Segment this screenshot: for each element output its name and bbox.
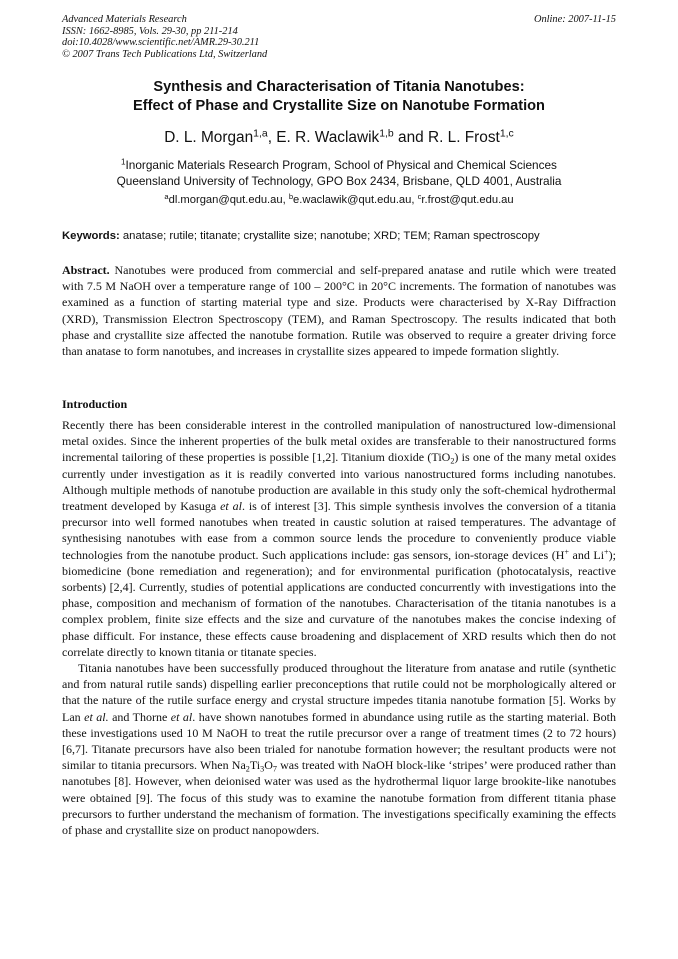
paper-title (62, 78, 616, 116)
italic-run: et al. (84, 709, 109, 724)
italic-run: et al (220, 499, 242, 514)
email-list (62, 193, 616, 208)
text-run: Recently there has been considerable interest in the controlled manipulation of nanostructured low-dimensional metal oxides. Since the inherent properties of the bulk metal oxides are transferable to their nanostructured forms incremental tailoring of these properties is possible [1,2]. Titanium dioxide (TiO (62, 418, 616, 465)
author-name: R. L. Frost (427, 129, 500, 146)
keywords-label: Keywords: (62, 230, 120, 242)
paragraph (62, 660, 616, 838)
email-address[interactable]: e.waclawik@qut.edu.au (293, 194, 412, 206)
affil-line-1: Inorganic Materials Research Program, School of Physical and Chemical Sciences (125, 158, 557, 172)
journal-header (62, 14, 616, 60)
superscript: + (604, 547, 609, 557)
subscript: 7 (272, 764, 277, 774)
subscript: 2 (450, 456, 455, 466)
paragraph (62, 417, 616, 660)
text-run: Titania nanotubes have been successfully produced throughout the literature from anatase and rutile (synthetic and from natural rutile sands) dispelling earlier preconceptions that rutile could not be morphologically altered or that the nature of the rutile surface energy and crystal structure impedes titania nanotube formation [5]. Works by Lan (62, 661, 616, 724)
online-date: Online: 2007-11-15 (533, 14, 616, 25)
subscript: 3 (260, 764, 265, 774)
section-heading: Introduction (62, 397, 128, 411)
text-run: and Thorne (108, 709, 171, 724)
keywords (62, 229, 616, 244)
keywords-text: anatase; rutile; titanate; crystallite size; nanotube; XRD; TEM; Raman spectroscopy (119, 230, 540, 242)
author-sep: and (393, 129, 428, 146)
journal-name: Advanced Materials Research (62, 14, 187, 25)
text-run: O (264, 758, 273, 773)
author-name: E. R. Waclawik (276, 129, 380, 146)
author-name: D. L. Morgan (164, 129, 254, 146)
doi-line: doi:10.4028/www.scientific.net/AMR.29-30.211 (62, 37, 260, 49)
text-run: Ti (249, 758, 261, 773)
email-sup: b (288, 191, 294, 201)
subscript: 2 (245, 764, 250, 774)
email-address[interactable]: dl.morgan@qut.edu.au (168, 194, 283, 206)
copyright-line: © 2007 Trans Tech Publications Ltd, Switzerland (62, 48, 268, 60)
text-run: ); biomedicine (bone remediation and regeneration); and for environmental purification (photocatalysis, reactive sorbents) [2,4]. Currently, studies of potential applications are conducted concurrently with investigations into the phase, composition and mechanism of formation of the nanotubes. Characterisation of the titania nanotubes is a complex problem, finite size effects and the size and curvature of the nanotubes makes the concise indexing of phase difficult. For instance, these effects cause broadening and displacement of XRD results which then do not correlate directly to known titania or titanate species. (62, 547, 616, 659)
abstract-label: Abstract. (62, 263, 110, 277)
email-sup: c (417, 191, 422, 201)
email-sep: , (282, 194, 289, 206)
email-sep: , (411, 194, 418, 206)
abstract-text: Nanotubes were produced from commercial and self-prepared anatase and rutile which were treated with 7.5 M NaOH over a temperature range of 100 – 200°C in 20°C increments. The formation of nanotubes was examined as a function of starting material type and size. Products were characterised by X-Ray Diffraction (XRD), Transmission Electron Spectroscopy (TEM), and Raman Spectroscopy. The results indicated that both phase and crystallite size affected the nanotube formation. Rutile was observed to require a greater driving force than anatase to form nanotubes, and increases in crystallite sizes appeared to impede formation slightly. (62, 263, 616, 359)
affiliation (62, 157, 616, 189)
title-line-2: Effect of Phase and Crystallite Size on Nanotube Formation (133, 98, 545, 114)
abstract (62, 262, 616, 359)
text-run: . have shown nanotubes formed in abundance using rutile as the starting material. Both these investigations used 10 M NaOH to treat the rutile precursor over a range of treatment times (2 to 72 hours) [6,7]. Titanate precursors have also been trialed for nanotube formation however; the resultant products were not similar to titania precursors. When Na (62, 709, 616, 773)
author-sep: , (267, 129, 277, 146)
text-run: . is of interest [3]. This simple synthesis involves the conversion of a titania precursor into well formed nanotubes when treated in caustic solution at raised temperatures. The advantage of synthesising nanotubes with ease from a common source lends the procedure to conveniently produce viable technologies from the nanotube product. Such applications include: gas sensors, ion-storage devices (H (62, 499, 616, 562)
email-address[interactable]: r.frost@qut.edu.au (421, 194, 514, 206)
superscript: + (564, 547, 569, 557)
italic-run: et al (170, 709, 193, 724)
issn-line: ISSN: 1662-8985, Vols. 29-30, pp 211-214 (62, 25, 238, 37)
author-affil-sup: 1,b (379, 128, 394, 140)
author-list (62, 128, 616, 148)
introduction-body (62, 417, 616, 838)
author-affil-sup: 1,c (499, 128, 514, 140)
text-run: was treated with NaOH block-like ‘stripes’ were produced rather than nanotubes [8]. However, when deionised water was used as the hydrothermal liquor large brookite-like nanotubes were obtained [9]. The focus of this study was to examine the nanotube formation from different titania phase precursors to further understand the mechanism of formation. The investigations specifically examining the effects of phase and crystallite size on product nanopowders. (62, 758, 617, 838)
text-run: ) is one of the many metal oxides currently under investigation as it is readily converted into various nanostructured forms including nanotubes. Although multiple methods of nanotube production are available in this study only the soft-chemical hydrothermal treatment developed by Kasuga (62, 450, 616, 514)
author-affil-sup: 1,a (253, 128, 268, 140)
text-run: and Li (568, 547, 605, 562)
title-line-1: Synthesis and Characterisation of Titania Nanotubes: (153, 79, 525, 95)
email-sup: a (164, 191, 169, 201)
affil-sup: 1 (121, 157, 126, 167)
affil-line-2: Queensland University of Technology, GPO Box 2434, Brisbane, QLD 4001, Australia (116, 174, 562, 188)
